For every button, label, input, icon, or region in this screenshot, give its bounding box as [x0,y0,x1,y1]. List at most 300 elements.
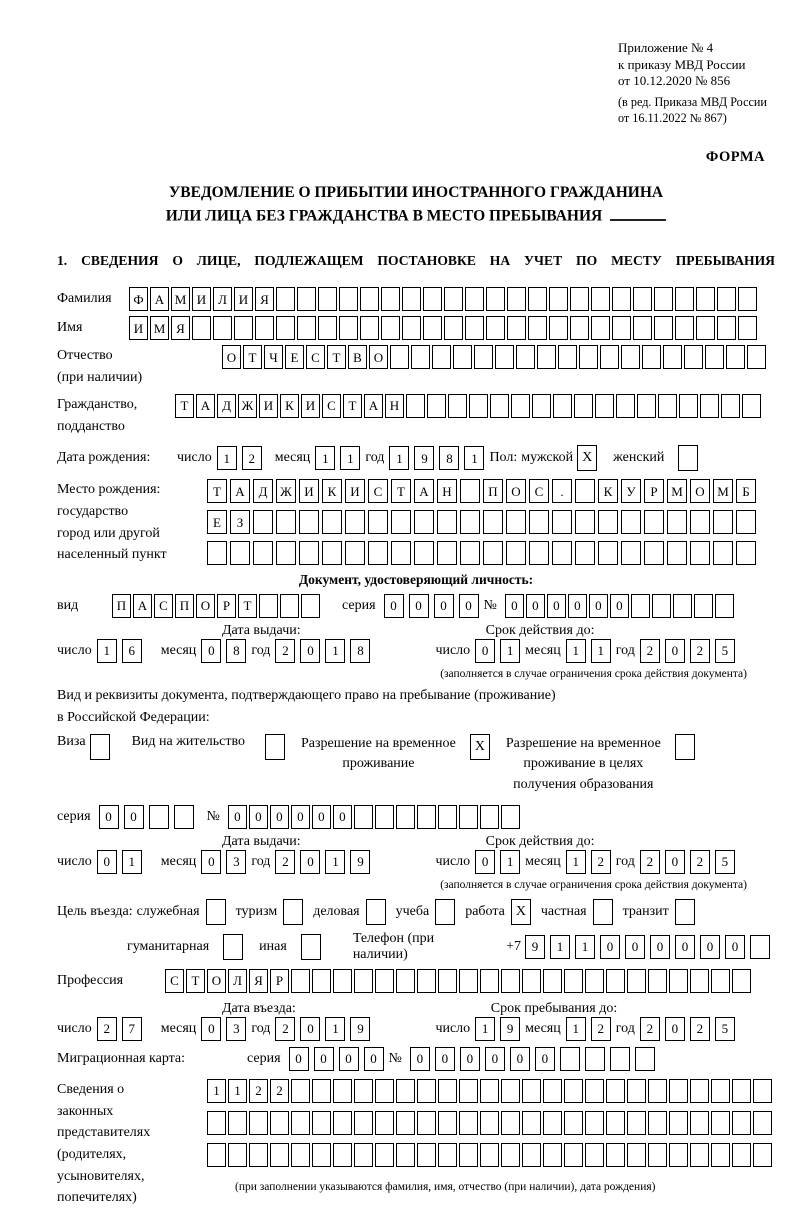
char-box[interactable]: 0 [314,1047,334,1071]
surname-input[interactable] [129,287,759,311]
char-box[interactable] [627,1079,646,1103]
char-box[interactable] [673,594,692,618]
char-box[interactable] [495,345,514,369]
char-box[interactable] [253,541,273,565]
char-box[interactable] [207,541,227,565]
char-box[interactable] [732,1143,751,1167]
char-box[interactable] [381,287,400,311]
purpose-study-checkbox[interactable] [435,899,455,925]
char-box[interactable] [438,969,457,993]
phone-input[interactable] [525,935,775,959]
char-box[interactable] [575,479,595,503]
char-box[interactable]: П [483,479,503,503]
char-box[interactable]: 2 [242,446,262,470]
char-box[interactable] [270,1111,289,1135]
char-box[interactable]: Т [343,394,362,418]
char-box[interactable] [339,316,358,340]
char-box[interactable]: 0 [410,1047,430,1071]
char-box[interactable]: А [230,479,250,503]
char-box[interactable]: 0 [505,594,524,618]
birthplace-row2-input[interactable] [207,510,759,534]
char-box[interactable] [414,510,434,534]
char-box[interactable]: Т [175,394,194,418]
char-box[interactable] [480,969,499,993]
char-box[interactable] [270,1143,289,1167]
char-box[interactable]: П [112,594,131,618]
char-box[interactable] [423,287,442,311]
char-box[interactable] [627,969,646,993]
char-box[interactable] [543,1111,562,1135]
char-box[interactable]: 1 [566,639,586,663]
char-box[interactable] [276,287,295,311]
permit-series-input[interactable] [99,805,199,829]
purpose-humanitarian-checkbox[interactable] [223,934,243,960]
char-box[interactable]: А [150,287,169,311]
char-box[interactable] [532,394,551,418]
char-box[interactable]: 0 [475,850,495,874]
char-box[interactable]: 8 [439,446,459,470]
char-box[interactable]: 0 [485,1047,505,1071]
char-box[interactable] [486,316,505,340]
char-box[interactable]: Н [437,479,457,503]
char-box[interactable] [696,316,715,340]
char-box[interactable] [736,541,756,565]
char-box[interactable] [354,1079,373,1103]
char-box[interactable] [598,541,618,565]
char-box[interactable] [465,316,484,340]
char-box[interactable] [483,510,503,534]
char-box[interactable] [312,969,331,993]
char-box[interactable] [480,1111,499,1135]
char-box[interactable] [417,1111,436,1135]
char-box[interactable]: И [234,287,253,311]
char-box[interactable] [511,394,530,418]
char-box[interactable]: О [207,969,226,993]
char-box[interactable] [427,394,446,418]
char-box[interactable] [301,594,320,618]
char-box[interactable] [312,1143,331,1167]
char-box[interactable]: 1 [325,850,345,874]
char-box[interactable] [354,1143,373,1167]
char-box[interactable] [253,510,273,534]
char-box[interactable] [658,394,677,418]
char-box[interactable] [591,287,610,311]
char-box[interactable] [585,1143,604,1167]
char-box[interactable] [375,1111,394,1135]
char-box[interactable]: 0 [665,1017,685,1041]
char-box[interactable] [396,805,415,829]
char-box[interactable]: А [414,479,434,503]
char-box[interactable] [612,287,631,311]
representatives-row3-input[interactable] [207,1143,774,1167]
char-box[interactable] [654,316,673,340]
char-box[interactable] [633,287,652,311]
char-box[interactable] [345,510,365,534]
char-box[interactable] [448,394,467,418]
purpose-business-checkbox[interactable] [366,899,386,925]
purpose-other-checkbox[interactable] [301,934,321,960]
char-box[interactable] [600,345,619,369]
char-box[interactable] [480,1143,499,1167]
char-box[interactable]: 8 [350,639,370,663]
char-box[interactable]: 2 [270,1079,289,1103]
char-box[interactable]: 9 [350,850,370,874]
char-box[interactable] [291,1111,310,1135]
char-box[interactable]: И [259,394,278,418]
doc-series-input[interactable] [384,594,484,618]
char-box[interactable] [368,541,388,565]
char-box[interactable]: 0 [700,935,720,959]
char-box[interactable]: 5 [715,639,735,663]
char-box[interactable] [390,345,409,369]
char-box[interactable]: З [230,510,250,534]
patronymic-input[interactable] [222,345,768,369]
char-box[interactable] [396,1143,415,1167]
char-box[interactable] [621,541,641,565]
doc-kind-input[interactable] [112,594,322,618]
char-box[interactable]: С [306,345,325,369]
char-box[interactable]: 9 [525,935,545,959]
char-box[interactable] [360,316,379,340]
char-box[interactable] [402,316,421,340]
char-box[interactable] [417,969,436,993]
char-box[interactable] [543,1079,562,1103]
char-box[interactable] [732,969,751,993]
char-box[interactable] [648,1143,667,1167]
char-box[interactable]: П [175,594,194,618]
doc-number-input[interactable] [505,594,736,618]
char-box[interactable] [490,394,509,418]
char-box[interactable] [644,510,664,534]
char-box[interactable]: М [667,479,687,503]
char-box[interactable] [507,287,526,311]
char-box[interactable]: 1 [207,1079,226,1103]
char-box[interactable]: 0 [99,805,119,829]
char-box[interactable] [391,510,411,534]
char-box[interactable] [174,805,194,829]
char-box[interactable] [663,345,682,369]
char-box[interactable]: Т [327,345,346,369]
char-box[interactable] [738,287,757,311]
char-box[interactable]: 0 [201,1017,221,1041]
char-box[interactable] [460,541,480,565]
purpose-private-checkbox[interactable] [593,899,613,925]
char-box[interactable]: Т [186,969,205,993]
char-box[interactable]: У [621,479,641,503]
char-box[interactable] [669,1143,688,1167]
char-box[interactable]: 2 [690,850,710,874]
char-box[interactable]: 0 [510,1047,530,1071]
char-box[interactable] [312,1111,331,1135]
char-box[interactable]: Д [253,479,273,503]
char-box[interactable] [207,1143,226,1167]
char-box[interactable]: 0 [270,805,289,829]
char-box[interactable] [460,479,480,503]
char-box[interactable]: 0 [568,594,587,618]
sex-female-checkbox[interactable] [678,445,698,471]
char-box[interactable]: Ж [276,479,296,503]
char-box[interactable] [644,541,664,565]
char-box[interactable]: 0 [725,935,745,959]
char-box[interactable]: 0 [409,594,429,618]
char-box[interactable]: М [150,316,169,340]
char-box[interactable] [354,805,373,829]
char-box[interactable] [322,541,342,565]
char-box[interactable] [591,316,610,340]
purpose-work-checkbox[interactable]: X [511,899,531,925]
char-box[interactable] [506,541,526,565]
char-box[interactable]: 0 [665,850,685,874]
char-box[interactable] [648,1079,667,1103]
char-box[interactable] [411,345,430,369]
migcard-series-input[interactable] [289,1047,389,1071]
char-box[interactable]: 2 [640,1017,660,1041]
char-box[interactable]: Я [171,316,190,340]
char-box[interactable]: А [364,394,383,418]
char-box[interactable] [299,541,319,565]
char-box[interactable] [453,345,472,369]
char-box[interactable] [368,510,388,534]
birth-day-input[interactable] [217,446,267,470]
char-box[interactable] [616,394,635,418]
char-box[interactable]: 0 [459,594,479,618]
birthplace-row1-input[interactable] [207,479,759,503]
char-box[interactable]: 1 [97,639,117,663]
char-box[interactable] [345,541,365,565]
char-box[interactable]: 1 [475,1017,495,1041]
char-box[interactable]: 0 [124,805,144,829]
char-box[interactable] [375,1143,394,1167]
char-box[interactable] [459,969,478,993]
char-box[interactable]: Ж [238,394,257,418]
char-box[interactable] [291,1079,310,1103]
char-box[interactable]: Е [285,345,304,369]
char-box[interactable]: 0 [434,594,454,618]
char-box[interactable] [318,316,337,340]
char-box[interactable]: 0 [291,805,310,829]
char-box[interactable]: 1 [500,639,520,663]
char-box[interactable]: 0 [547,594,566,618]
char-box[interactable] [675,316,694,340]
char-box[interactable] [213,316,232,340]
char-box[interactable]: И [192,287,211,311]
char-box[interactable] [528,287,547,311]
char-box[interactable]: 1 [464,446,484,470]
char-box[interactable] [633,316,652,340]
sex-male-checkbox[interactable]: X [577,445,597,471]
char-box[interactable] [684,345,703,369]
char-box[interactable]: 1 [228,1079,247,1103]
char-box[interactable]: 0 [201,850,221,874]
char-box[interactable] [549,316,568,340]
char-box[interactable] [543,969,562,993]
char-box[interactable] [726,345,745,369]
char-box[interactable] [354,969,373,993]
char-box[interactable] [474,345,493,369]
char-box[interactable]: 1 [340,446,360,470]
char-box[interactable] [459,805,478,829]
char-box[interactable]: 0 [665,639,685,663]
char-box[interactable]: 1 [550,935,570,959]
char-box[interactable] [149,805,169,829]
char-box[interactable] [529,510,549,534]
char-box[interactable] [700,394,719,418]
char-box[interactable]: С [165,969,184,993]
char-box[interactable] [711,1079,730,1103]
char-box[interactable] [747,345,766,369]
char-box[interactable] [444,287,463,311]
char-box[interactable] [276,316,295,340]
char-box[interactable] [606,1111,625,1135]
char-box[interactable] [438,1111,457,1135]
char-box[interactable] [529,541,549,565]
char-box[interactable]: Н [385,394,404,418]
char-box[interactable]: 7 [122,1017,142,1041]
char-box[interactable] [690,1111,709,1135]
char-box[interactable]: Л [228,969,247,993]
char-box[interactable]: 0 [333,805,352,829]
char-box[interactable] [423,316,442,340]
char-box[interactable] [564,1079,583,1103]
char-box[interactable] [711,1143,730,1167]
char-box[interactable]: Ф [129,287,148,311]
char-box[interactable] [318,287,337,311]
char-box[interactable] [417,1079,436,1103]
char-box[interactable]: К [322,479,342,503]
char-box[interactable]: 1 [325,1017,345,1041]
char-box[interactable] [460,510,480,534]
char-box[interactable] [417,805,436,829]
char-box[interactable]: К [280,394,299,418]
char-box[interactable] [642,345,661,369]
char-box[interactable] [570,287,589,311]
char-box[interactable]: 0 [300,639,320,663]
char-box[interactable]: Р [270,969,289,993]
char-box[interactable] [558,345,577,369]
char-box[interactable]: 0 [300,1017,320,1041]
char-box[interactable]: О [690,479,710,503]
char-box[interactable]: 0 [384,594,404,618]
rvp-education-checkbox[interactable] [675,734,695,760]
char-box[interactable] [486,287,505,311]
char-box[interactable] [501,1079,520,1103]
char-box[interactable] [585,1111,604,1135]
char-box[interactable]: 1 [217,446,237,470]
char-box[interactable] [312,1079,331,1103]
char-box[interactable] [552,510,572,534]
char-box[interactable]: 2 [275,1017,295,1041]
char-box[interactable]: 1 [389,446,409,470]
char-box[interactable]: И [129,316,148,340]
char-box[interactable]: А [133,594,152,618]
char-box[interactable] [669,1079,688,1103]
char-box[interactable] [621,510,641,534]
char-box[interactable] [574,394,593,418]
char-box[interactable]: Т [238,594,257,618]
char-box[interactable] [522,1111,541,1135]
purpose-official-checkbox[interactable] [206,899,226,925]
char-box[interactable]: 8 [226,639,246,663]
char-box[interactable] [595,394,614,418]
char-box[interactable]: 5 [715,1017,735,1041]
char-box[interactable] [696,287,715,311]
char-box[interactable] [732,1079,751,1103]
char-box[interactable]: 2 [640,850,660,874]
char-box[interactable] [297,316,316,340]
char-box[interactable]: 0 [300,850,320,874]
char-box[interactable] [627,1111,646,1135]
char-box[interactable]: С [154,594,173,618]
char-box[interactable] [249,1143,268,1167]
char-box[interactable]: 0 [475,639,495,663]
char-box[interactable]: 2 [275,639,295,663]
char-box[interactable] [667,510,687,534]
residence-permit-checkbox[interactable] [265,734,285,760]
char-box[interactable]: Я [255,287,274,311]
char-box[interactable] [522,1079,541,1103]
char-box[interactable] [255,316,274,340]
char-box[interactable] [459,1079,478,1103]
char-box[interactable]: 0 [600,935,620,959]
purpose-tourism-checkbox[interactable] [283,899,303,925]
char-box[interactable]: 6 [122,639,142,663]
char-box[interactable] [438,805,457,829]
citizenship-input[interactable] [175,394,763,418]
char-box[interactable] [711,969,730,993]
char-box[interactable] [675,287,694,311]
char-box[interactable] [575,541,595,565]
char-box[interactable] [652,594,671,618]
char-box[interactable] [690,969,709,993]
char-box[interactable] [522,1143,541,1167]
char-box[interactable]: И [301,394,320,418]
char-box[interactable]: 0 [625,935,645,959]
char-box[interactable]: 1 [500,850,520,874]
char-box[interactable] [690,1143,709,1167]
char-box[interactable] [711,1111,730,1135]
char-box[interactable] [679,394,698,418]
birthplace-row3-input[interactable] [207,541,759,565]
char-box[interactable] [480,805,499,829]
char-box[interactable] [417,1143,436,1167]
char-box[interactable] [721,394,740,418]
char-box[interactable]: 0 [289,1047,309,1071]
char-box[interactable] [249,1111,268,1135]
char-box[interactable] [375,1079,394,1103]
char-box[interactable] [276,541,296,565]
char-box[interactable] [560,1047,580,1071]
char-box[interactable] [753,1079,772,1103]
char-box[interactable]: М [713,479,733,503]
char-box[interactable] [501,1111,520,1135]
char-box[interactable] [483,541,503,565]
char-box[interactable] [669,969,688,993]
char-box[interactable] [750,935,770,959]
char-box[interactable]: О [369,345,388,369]
char-box[interactable]: 0 [589,594,608,618]
char-box[interactable] [333,1143,352,1167]
char-box[interactable] [396,1111,415,1135]
char-box[interactable] [437,541,457,565]
char-box[interactable] [381,316,400,340]
char-box[interactable]: 3 [226,1017,246,1041]
char-box[interactable] [437,510,457,534]
char-box[interactable]: 2 [97,1017,117,1041]
char-box[interactable] [402,287,421,311]
char-box[interactable]: В [348,345,367,369]
char-box[interactable] [570,316,589,340]
char-box[interactable]: О [222,345,241,369]
